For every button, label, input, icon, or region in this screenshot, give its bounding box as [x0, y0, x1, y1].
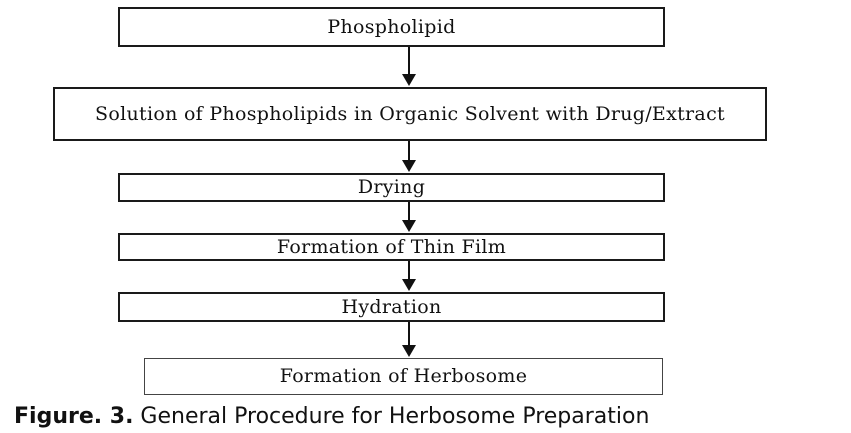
- step-box-phospholipid: [118, 7, 665, 47]
- arrow-down-icon: [399, 47, 419, 87]
- step-label: Drying: [357, 176, 426, 198]
- figure-caption: [14, 403, 851, 433]
- arrow-down-icon: [399, 322, 419, 358]
- arrow-down-icon: [399, 261, 419, 292]
- step-label: Solution of Phospholipids in Organic Solvent with Drug/Extract: [95, 102, 725, 125]
- figure-caption-text: General Procedure for Herbosome Preparation: [133, 404, 650, 429]
- step-label: Formation of Herbosome: [279, 365, 528, 387]
- step-box-solution: [53, 87, 767, 141]
- step-box-thin-film: [118, 233, 665, 261]
- step-box-hydration: [118, 292, 665, 322]
- step-label: Hydration: [341, 295, 442, 318]
- arrow-down-icon: [399, 141, 419, 173]
- step-label: Formation of Thin Film: [276, 235, 507, 258]
- step-label: Phospholipid: [327, 15, 456, 38]
- step-box-herbosome: [144, 358, 663, 395]
- figure-number: Figure. 3.: [14, 404, 134, 429]
- arrow-down-icon: [399, 202, 419, 233]
- step-box-drying: [118, 173, 665, 202]
